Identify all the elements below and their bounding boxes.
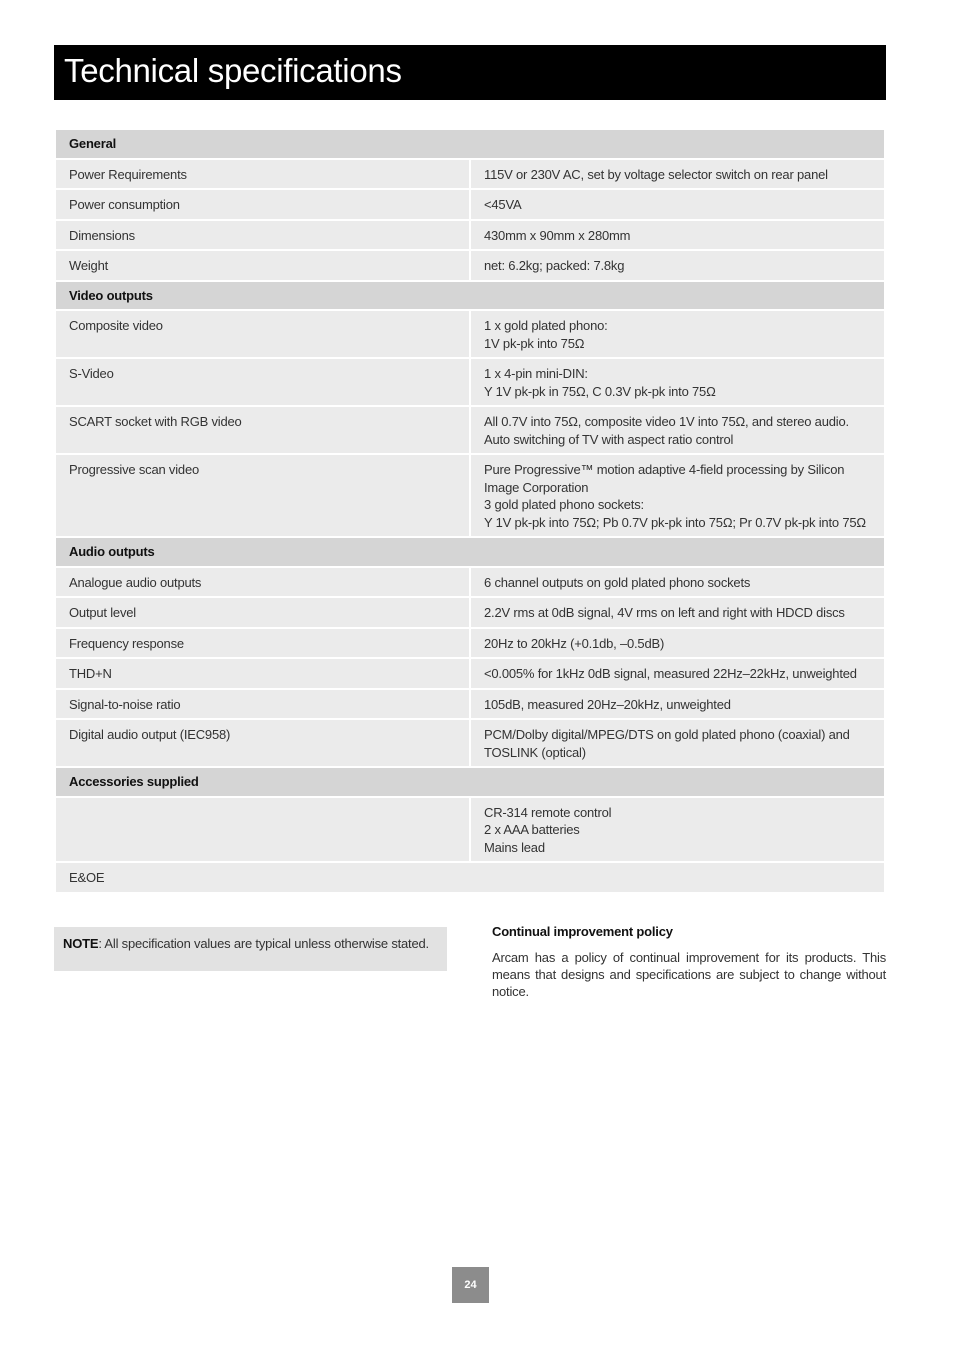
spec-label: Progressive scan video [55,454,470,537]
spec-label: Digital audio output (IEC958) [55,719,470,767]
spec-value-line: 3 gold plated phono sockets: [484,497,644,512]
section-heading: General [55,129,885,159]
spec-value-line: All 0.7V into 75Ω, composite video 1V into 75Ω, and stereo audio. [484,414,849,429]
table-row [55,597,885,628]
section-header-row [55,767,885,797]
spec-label: Analogue audio outputs [55,567,470,598]
table-row [55,310,885,358]
spec-value [470,797,885,863]
spec-value [470,358,885,406]
spec-value-line: 2 x AAA batteries [484,822,580,837]
spec-value [470,220,885,251]
spec-value [470,597,885,628]
spec-label: Composite video [55,310,470,358]
spec-value-line: 20Hz to 20kHz (+0.1db, –0.5dB) [484,635,665,651]
eoe-note: E&OE [55,862,885,893]
policy-heading: Continual improvement policy [492,924,673,939]
spec-value [470,250,885,281]
spec-label: THD+N [55,658,470,689]
policy-text: Arcam has a policy of continual improvement for its products. This means that designs and specifications are subject to change without notice. [492,950,886,999]
spec-value-line: Auto switching of TV with aspect ratio control [484,431,734,447]
spec-value-line: PCM/Dolby digital/MPEG/DTS on gold plated phono (coaxial) and TOSLINK (optical) [484,727,850,760]
spec-label: Dimensions [55,220,470,251]
spec-label: Frequency response [55,628,470,659]
spec-value-line: 430mm x 90mm x 280mm [484,227,631,243]
page-title: Technical specifications [64,52,402,89]
spec-value-line: 6 channel outputs on gold plated phono sockets [484,574,751,590]
table-row [55,628,885,659]
spec-label: Output level [55,597,470,628]
spec-value [470,189,885,220]
note-box [54,927,447,971]
spec-value [470,658,885,689]
table-row [55,454,885,537]
improvement-policy [492,923,886,1000]
spec-value [470,689,885,720]
table-row [55,719,885,767]
specifications-table-body [55,129,885,893]
table-row [55,358,885,406]
spec-value-line: <0.005% for 1kHz 0dB signal, measured 22Hz–22kHz, unweighted [484,666,857,681]
page-number: 24 [452,1267,489,1303]
spec-value-line: CR-314 remote control [484,804,612,820]
spec-value-line: net: 6.2kg; packed: 7.8kg [484,258,625,273]
section-heading: Accessories supplied [55,767,885,797]
spec-value-line: Y 1V pk-pk in 75Ω, C 0.3V pk-pk into 75Ω [484,383,716,399]
spec-label: S-Video [55,358,470,406]
table-row [55,220,885,251]
spec-value-line: 2.2V rms at 0dB signal, 4V rms on left and right with HDCD discs [484,605,845,620]
section-heading: Audio outputs [55,537,885,567]
spec-value-line: 1 x gold plated phono: [484,318,608,333]
spec-value [470,719,885,767]
spec-value [470,567,885,598]
note-label: NOTE [63,936,99,951]
spec-value [470,628,885,659]
spec-value [470,406,885,454]
spec-label: Weight [55,250,470,281]
table-row [55,189,885,220]
spec-value [470,454,885,537]
spec-value-line: <45VA [484,197,522,212]
spec-value-line: 115V or 230V AC, set by voltage selector switch on rear panel [484,166,828,182]
footer-row [55,862,885,893]
spec-value-line: 105dB, measured 20Hz–20kHz, unweighted [484,696,731,712]
spec-label [55,797,470,863]
spec-value-line: Pure Progressive™ motion adaptive 4-field processing by Silicon Image Corporation [484,462,845,495]
title-bar [54,45,886,100]
spec-label: Power Requirements [55,159,470,190]
spec-value-line: Mains lead [484,839,545,855]
note-text: : All specification values are typical unless otherwise stated. [98,936,429,951]
table-row [55,406,885,454]
spec-value-line: Y 1V pk-pk into 75Ω; Pb 0.7V pk-pk into 75Ω; Pr 0.7V pk-pk into 75Ω [484,514,866,530]
spec-value-line: 1V pk-pk into 75Ω [484,335,585,351]
specifications-table [54,128,886,894]
table-row [55,689,885,720]
spec-value [470,159,885,190]
section-heading: Video outputs [55,281,885,311]
spec-value-line: 1 x 4-pin mini-DIN: [484,366,588,381]
table-row [55,797,885,863]
table-row [55,250,885,281]
section-header-row [55,281,885,311]
table-row [55,658,885,689]
spec-label: Signal-to-noise ratio [55,689,470,720]
table-row [55,159,885,190]
spec-value [470,310,885,358]
section-header-row [55,537,885,567]
section-header-row [55,129,885,159]
spec-label: Power consumption [55,189,470,220]
table-row [55,567,885,598]
spec-label: SCART socket with RGB video [55,406,470,454]
